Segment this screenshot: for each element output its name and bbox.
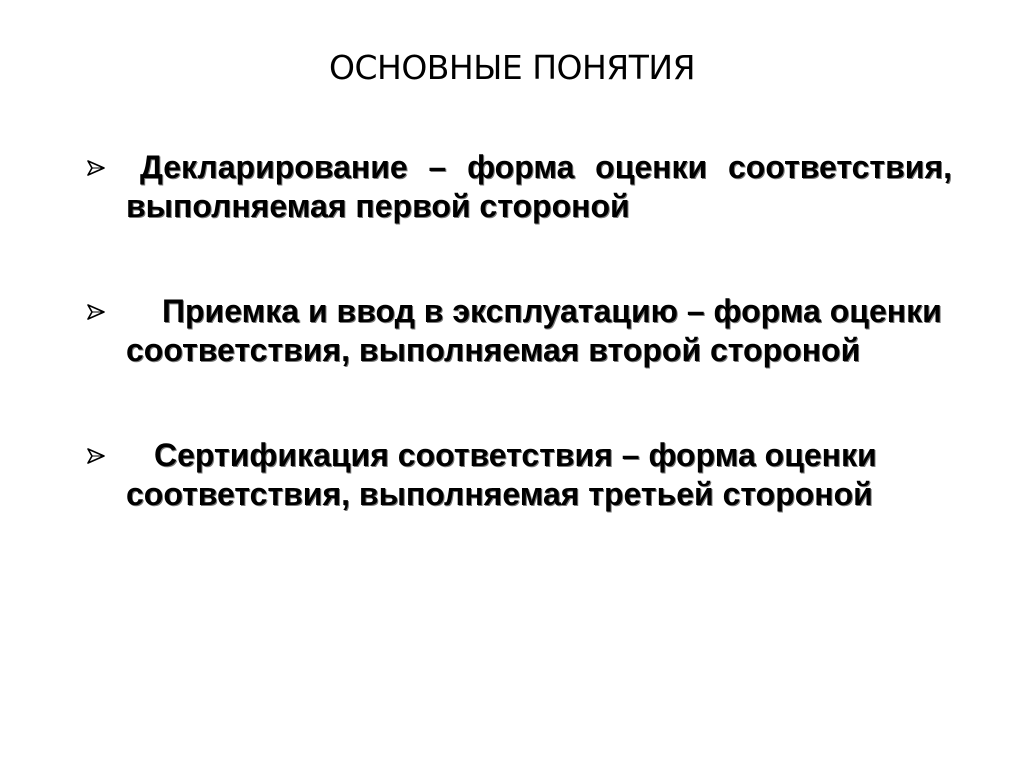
list-item-text: Декларирование – форма оценки соответствия, выполняемая первой стороной xyxy=(126,149,952,224)
list-item-text: Сертификация соответствия – форма оценки соответствия, выполняемая третьей стороной xyxy=(126,437,877,512)
slide-title: ОСНОВНЫЕ ПОНЯТИЯ xyxy=(328,48,696,87)
list-item xyxy=(86,436,952,514)
arrow-bullet-icon xyxy=(86,149,108,171)
list-item xyxy=(86,148,952,226)
list-item xyxy=(86,292,952,370)
arrow-bullet-icon xyxy=(86,437,108,459)
list-item-text: Приемка и ввод в эксплуатацию – форма оценки соответствия, выполняемая второй стороной xyxy=(126,293,942,368)
arrow-bullet-icon xyxy=(86,293,108,315)
bullet-list xyxy=(86,148,952,514)
